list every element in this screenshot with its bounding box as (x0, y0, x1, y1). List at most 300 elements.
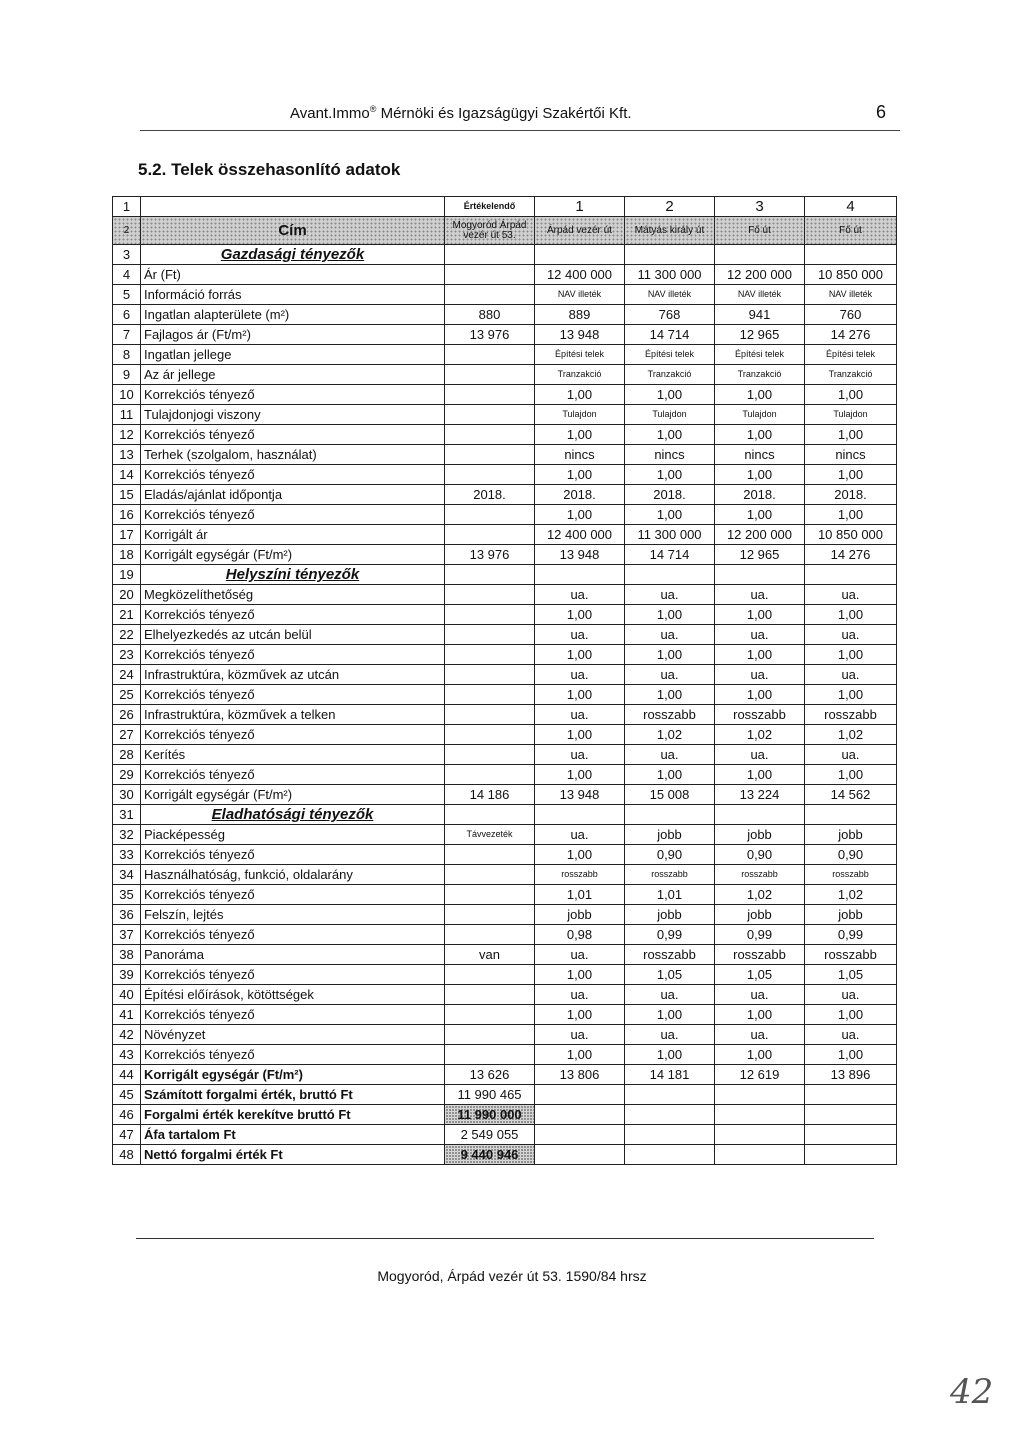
row-label: Korrekciós tényező (141, 925, 445, 945)
row-number: 21 (113, 605, 141, 625)
table-header-row (113, 197, 897, 217)
row-label: Korrekciós tényező (141, 1005, 445, 1025)
row-label: Tulajdonjogi viszony (141, 405, 445, 425)
comparable-value-cell: Tulajdon (805, 405, 897, 425)
comparable-value-cell: 1,01 (535, 885, 625, 905)
comparable-value-cell: ua. (715, 585, 805, 605)
comparable-value-cell: Építési telek (535, 345, 625, 365)
row-number: 32 (113, 825, 141, 845)
comparable-value-cell: ua. (805, 585, 897, 605)
table-row (113, 745, 897, 765)
table-row (113, 345, 897, 365)
row-label: Forgalmi érték kerekítve bruttó Ft (141, 1105, 445, 1125)
comparable-value-cell: 14 276 (805, 325, 897, 345)
subject-value-cell (445, 985, 535, 1005)
comparable-value-cell: 1,00 (715, 505, 805, 525)
row-number: 11 (113, 405, 141, 425)
subject-value-cell (445, 345, 535, 365)
group-heading: Eladhatósági tényezők (211, 806, 374, 823)
row-number: 39 (113, 965, 141, 985)
row-number: 6 (113, 305, 141, 325)
comparable-value-cell (805, 1145, 897, 1165)
table-row (113, 1005, 897, 1025)
comparable-value-cell: NAV illeték (535, 285, 625, 305)
row-label: Az ár jellege (141, 365, 445, 385)
comparable-value-cell: 1,02 (715, 885, 805, 905)
comparable-value-cell (535, 1085, 625, 1105)
comparable-value-cell: 12 619 (715, 1065, 805, 1085)
table-row (113, 1045, 897, 1065)
comparable-value-cell (535, 805, 625, 825)
row-label: Korrigált egységár (Ft/m²) (141, 785, 445, 805)
comparable-value-cell: ua. (715, 745, 805, 765)
comparable-value-cell: 12 200 000 (715, 265, 805, 285)
group-heading: Gazdasági tényezők (220, 246, 365, 263)
comparable-value-cell: 1,00 (535, 465, 625, 485)
comparable-value-cell: 760 (805, 305, 897, 325)
row-number: 12 (113, 425, 141, 445)
comparable-value-cell: 1,00 (535, 645, 625, 665)
comparable-value-cell: 1,00 (625, 505, 715, 525)
row-label: Elhelyezkedés az utcán belül (141, 625, 445, 645)
table-row (113, 365, 897, 385)
subject-value-cell: 13 976 (445, 325, 535, 345)
comparable-value-cell (805, 1125, 897, 1145)
subject-value-cell (445, 905, 535, 925)
comparable-value-cell: jobb (805, 825, 897, 845)
address-cell: Fő út (715, 217, 805, 245)
row-number: 46 (113, 1105, 141, 1125)
comparable-value-cell: 13 948 (535, 545, 625, 565)
table-body (113, 197, 897, 1165)
comparable-value-cell: 1,00 (805, 605, 897, 625)
comparable-value-cell: 1,05 (715, 965, 805, 985)
table-row (113, 445, 897, 465)
subject-value-cell (445, 1025, 535, 1045)
row-number: 10 (113, 385, 141, 405)
comparable-value-cell: 14 562 (805, 785, 897, 805)
registered-mark: ® (369, 104, 377, 114)
row-number: 36 (113, 905, 141, 925)
row-label: Korrekciós tényező (141, 425, 445, 445)
table-row (113, 385, 897, 405)
comparable-value-cell (805, 805, 897, 825)
row-label: Ingatlan jellege (141, 345, 445, 365)
subject-value-cell (445, 765, 535, 785)
row-label: Ár (Ft) (141, 265, 445, 285)
subject-value-cell (445, 885, 535, 905)
comparable-value-cell: NAV illeték (625, 285, 715, 305)
comparable-value-cell: Tranzakció (535, 365, 625, 385)
column-header: 1 (535, 197, 625, 217)
table-row (113, 465, 897, 485)
subject-value-cell (445, 665, 535, 685)
table-row (113, 685, 897, 705)
row-number: 15 (113, 485, 141, 505)
subject-value-cell (445, 285, 535, 305)
comparable-value-cell (715, 1125, 805, 1145)
comparable-value-cell: Tulajdon (715, 405, 805, 425)
footer-divider (136, 1238, 874, 1239)
comparable-value-cell (805, 1105, 897, 1125)
row-number: 31 (113, 805, 141, 825)
address-cell: Mátyás király út (625, 217, 715, 245)
comparable-value-cell: ua. (535, 945, 625, 965)
comparable-value-cell: ua. (715, 1025, 805, 1045)
row-label: Kerítés (141, 745, 445, 765)
row-number: 45 (113, 1085, 141, 1105)
comparable-value-cell (625, 1145, 715, 1165)
comparable-value-cell (625, 805, 715, 825)
table-row (113, 625, 897, 645)
row-number: 5 (113, 285, 141, 305)
comparable-value-cell (715, 565, 805, 585)
subject-value-cell (445, 705, 535, 725)
subject-value-cell: 11 990 000 (445, 1105, 535, 1125)
table-row (113, 265, 897, 285)
subject-value-cell (445, 465, 535, 485)
comparable-value-cell: jobb (715, 825, 805, 845)
comparable-value-cell: 1,00 (805, 425, 897, 445)
address-cell: Fő út (805, 217, 897, 245)
comparable-value-cell: jobb (625, 905, 715, 925)
group-heading: Helyszíni tényezők (225, 566, 360, 583)
row-number: 22 (113, 625, 141, 645)
comparable-value-cell: 1,00 (805, 465, 897, 485)
table-row (113, 965, 897, 985)
comparable-value-cell: 1,00 (805, 1005, 897, 1025)
comparable-value-cell: 1,00 (535, 725, 625, 745)
table-row (113, 985, 897, 1005)
comparable-value-cell: Építési telek (625, 345, 715, 365)
comparable-value-cell: Tranzakció (715, 365, 805, 385)
subject-value-cell: 2018. (445, 485, 535, 505)
subject-value-cell (445, 965, 535, 985)
comparable-value-cell: 1,05 (805, 965, 897, 985)
comparable-value-cell: ua. (535, 745, 625, 765)
address-cell: Árpád vezér út (535, 217, 625, 245)
comparable-value-cell: 1,00 (715, 605, 805, 625)
comparable-value-cell: 11 300 000 (625, 525, 715, 545)
row-label: Korrekciós tényező (141, 685, 445, 705)
row-number: 41 (113, 1005, 141, 1025)
comparable-value-cell: 13 948 (535, 325, 625, 345)
subject-value-cell: 880 (445, 305, 535, 325)
table-row (113, 865, 897, 885)
row-number: 14 (113, 465, 141, 485)
comparable-value-cell: 941 (715, 305, 805, 325)
row-number: 26 (113, 705, 141, 725)
row-label (141, 245, 445, 265)
comparable-value-cell (805, 245, 897, 265)
comparable-value-cell: 1,02 (625, 725, 715, 745)
row-number: 30 (113, 785, 141, 805)
comparable-value-cell: ua. (805, 625, 897, 645)
subject-value-cell: 14 186 (445, 785, 535, 805)
comparable-value-cell: 13 896 (805, 1065, 897, 1085)
row-number: 38 (113, 945, 141, 965)
address-cell: Mogyoród Árpád vezér út 53. (445, 217, 535, 245)
row-number: 3 (113, 245, 141, 265)
comparable-value-cell: nincs (805, 445, 897, 465)
row-label: Infrastruktúra, közművek az utcán (141, 665, 445, 685)
row-number: 8 (113, 345, 141, 365)
row-number: 47 (113, 1125, 141, 1145)
subject-value-cell (445, 805, 535, 825)
comparable-value-cell: nincs (535, 445, 625, 465)
comparable-value-cell: ua. (535, 825, 625, 845)
column-header: 2 (625, 197, 715, 217)
table-row (113, 845, 897, 865)
comparable-value-cell: ua. (535, 585, 625, 605)
comparable-value-cell (715, 1105, 805, 1125)
comparable-value-cell (535, 565, 625, 585)
comparable-value-cell: rosszabb (805, 945, 897, 965)
comparable-value-cell: 1,00 (625, 765, 715, 785)
comparable-value-cell: 1,02 (805, 725, 897, 745)
address-row (113, 217, 897, 245)
subject-value-cell (445, 745, 535, 765)
comparable-value-cell: 1,00 (535, 1005, 625, 1025)
comparable-value-cell: 12 400 000 (535, 265, 625, 285)
comparable-value-cell: ua. (625, 585, 715, 605)
row-label: Használhatóság, funkció, oldalarány (141, 865, 445, 885)
row-number: 33 (113, 845, 141, 865)
company-brand: Avant.Immo (290, 105, 370, 122)
comparable-value-cell: 1,00 (535, 1045, 625, 1065)
comparable-value-cell: 11 300 000 (625, 265, 715, 285)
row-label: Nettó forgalmi érték Ft (141, 1145, 445, 1165)
subject-value-cell: 2 549 055 (445, 1125, 535, 1145)
comparable-value-cell: jobb (715, 905, 805, 925)
company-name (290, 104, 632, 122)
comparable-value-cell: rosszabb (625, 945, 715, 965)
comparable-value-cell (625, 1105, 715, 1125)
comparable-value-cell: 12 200 000 (715, 525, 805, 545)
row-number: 37 (113, 925, 141, 945)
row-label: Piacképesség (141, 825, 445, 845)
table-row (113, 1145, 897, 1165)
column-header: 3 (715, 197, 805, 217)
comparable-value-cell: rosszabb (715, 865, 805, 885)
comparable-value-cell: ua. (535, 1025, 625, 1045)
comparable-value-cell: 15 008 (625, 785, 715, 805)
row-label: Növényzet (141, 1025, 445, 1045)
subject-value-cell (445, 445, 535, 465)
table-row (113, 405, 897, 425)
table-row (113, 305, 897, 325)
comparable-value-cell: 1,00 (715, 765, 805, 785)
comparable-value-cell: Tranzakció (805, 365, 897, 385)
comparable-value-cell: 1,00 (805, 685, 897, 705)
column-header: Értékelendő (445, 197, 535, 217)
comparable-value-cell (805, 565, 897, 585)
comparable-value-cell: 1,00 (715, 1045, 805, 1065)
comparable-value-cell (535, 245, 625, 265)
comparison-table (112, 196, 897, 1165)
subject-value-cell (445, 385, 535, 405)
row-label: Korrekciós tényező (141, 385, 445, 405)
row-label: Fajlagos ár (Ft/m²) (141, 325, 445, 345)
row-number: 17 (113, 525, 141, 545)
row-label: Korrekciós tényező (141, 885, 445, 905)
comparable-value-cell: 1,00 (715, 425, 805, 445)
row-label: Korrekciós tényező (141, 605, 445, 625)
comparable-value-cell: 1,00 (805, 645, 897, 665)
comparable-value-cell: 14 181 (625, 1065, 715, 1085)
comparable-value-cell: 1,00 (535, 965, 625, 985)
comparable-value-cell: 1,00 (535, 685, 625, 705)
comparable-value-cell: 1,00 (625, 1045, 715, 1065)
comparable-value-cell: ua. (805, 1025, 897, 1045)
subject-value-cell: 11 990 465 (445, 1085, 535, 1105)
subject-value-cell (445, 685, 535, 705)
row-number: 2 (113, 217, 141, 245)
comparable-value-cell: 1,00 (715, 465, 805, 485)
subject-value-cell (445, 725, 535, 745)
comparable-value-cell: 1,00 (535, 605, 625, 625)
comparable-value-cell: jobb (535, 905, 625, 925)
comparable-value-cell: 1,00 (625, 685, 715, 705)
row-number: 1 (113, 197, 141, 217)
comparable-value-cell (625, 1085, 715, 1105)
row-number: 4 (113, 265, 141, 285)
row-label: Korrekciós tényező (141, 965, 445, 985)
comparable-value-cell: 1,00 (625, 645, 715, 665)
comparable-value-cell: 14 714 (625, 545, 715, 565)
table-row (113, 765, 897, 785)
row-label: Korrekciós tényező (141, 725, 445, 745)
subject-value-cell (445, 405, 535, 425)
comparable-value-cell: 2018. (625, 485, 715, 505)
comparable-value-cell: ua. (715, 985, 805, 1005)
comparable-value-cell: jobb (805, 905, 897, 925)
table-row (113, 1025, 897, 1045)
comparable-value-cell: 1,00 (625, 425, 715, 445)
comparable-value-cell: 1,00 (625, 385, 715, 405)
table-row (113, 1105, 897, 1125)
subject-value-cell (445, 525, 535, 545)
address-label: Cím (141, 217, 445, 245)
comparable-value-cell: 12 965 (715, 325, 805, 345)
comparable-value-cell: 0,99 (805, 925, 897, 945)
row-label: Ingatlan alapterülete (m²) (141, 305, 445, 325)
comparable-value-cell: 768 (625, 305, 715, 325)
comparable-value-cell: 2018. (715, 485, 805, 505)
comparable-value-cell: 1,00 (805, 1045, 897, 1065)
comparable-value-cell: 1,02 (805, 885, 897, 905)
comparable-value-cell: 0,90 (625, 845, 715, 865)
comparable-value-cell: Építési telek (805, 345, 897, 365)
comparable-value-cell: 1,00 (535, 385, 625, 405)
comparable-value-cell: 10 850 000 (805, 525, 897, 545)
table-row (113, 1125, 897, 1145)
subject-value-cell (445, 1045, 535, 1065)
table-row (113, 585, 897, 605)
comparable-value-cell: 13 806 (535, 1065, 625, 1085)
table-row (113, 605, 897, 625)
row-number: 29 (113, 765, 141, 785)
table-row (113, 925, 897, 945)
comparable-value-cell (625, 245, 715, 265)
section-title: 5.2. Telek összehasonlító adatok (138, 160, 401, 179)
subject-value-cell: 13 976 (445, 545, 535, 565)
comparable-value-cell (715, 1085, 805, 1105)
comparable-value-cell: jobb (625, 825, 715, 845)
row-label (141, 805, 445, 825)
page-number: 6 (875, 102, 886, 122)
comparable-value-cell: 1,05 (625, 965, 715, 985)
table-row (113, 505, 897, 525)
table-row (113, 425, 897, 445)
row-label: Korrekciós tényező (141, 505, 445, 525)
comparable-value-cell: ua. (535, 665, 625, 685)
table-row (113, 785, 897, 805)
row-label: Megközelíthetőség (141, 585, 445, 605)
row-label: Számított forgalmi érték, bruttó Ft (141, 1085, 445, 1105)
comparable-value-cell: 1,01 (625, 885, 715, 905)
subject-value-cell (445, 365, 535, 385)
comparable-value-cell: 0,98 (535, 925, 625, 945)
comparable-value-cell: 0,99 (625, 925, 715, 945)
comparable-value-cell: 889 (535, 305, 625, 325)
comparable-value-cell: 1,00 (535, 845, 625, 865)
subject-value-cell (445, 265, 535, 285)
comparable-value-cell: 10 850 000 (805, 265, 897, 285)
row-number: 43 (113, 1045, 141, 1065)
subject-value-cell: 13 626 (445, 1065, 535, 1085)
comparable-value-cell: ua. (625, 745, 715, 765)
comparable-value-cell: 1,00 (625, 465, 715, 485)
row-number: 42 (113, 1025, 141, 1045)
comparable-value-cell: 1,00 (715, 385, 805, 405)
table-row (113, 885, 897, 905)
row-label: Eladás/ajánlat időpontja (141, 485, 445, 505)
row-number: 35 (113, 885, 141, 905)
subject-value-cell (445, 425, 535, 445)
table-row (113, 825, 897, 845)
comparable-value-cell: 1,00 (715, 685, 805, 705)
row-number: 24 (113, 665, 141, 685)
row-label: Áfa tartalom Ft (141, 1125, 445, 1145)
row-label: Felszín, lejtés (141, 905, 445, 925)
row-number: 40 (113, 985, 141, 1005)
table-row (113, 905, 897, 925)
row-number: 16 (113, 505, 141, 525)
subject-value-cell (445, 925, 535, 945)
row-label: Korrekciós tényező (141, 845, 445, 865)
comparable-value-cell: 13 948 (535, 785, 625, 805)
row-number: 25 (113, 685, 141, 705)
comparable-value-cell: rosszabb (715, 705, 805, 725)
comparable-value-cell: 12 965 (715, 545, 805, 565)
comparable-value-cell: rosszabb (625, 865, 715, 885)
subject-value-cell: Távvezeték (445, 825, 535, 845)
comparable-value-cell (625, 1125, 715, 1145)
comparable-value-cell (805, 1085, 897, 1105)
comparable-value-cell: Tulajdon (625, 405, 715, 425)
comparable-value-cell (535, 1105, 625, 1125)
comparable-value-cell: 0,90 (715, 845, 805, 865)
comparable-value-cell: 1,00 (715, 1005, 805, 1025)
table-row (113, 725, 897, 745)
subject-value-cell: 9 440 946 (445, 1145, 535, 1165)
row-number: 34 (113, 865, 141, 885)
subject-value-cell (445, 645, 535, 665)
row-number: 13 (113, 445, 141, 465)
subject-value-cell: van (445, 945, 535, 965)
comparable-value-cell: ua. (625, 665, 715, 685)
